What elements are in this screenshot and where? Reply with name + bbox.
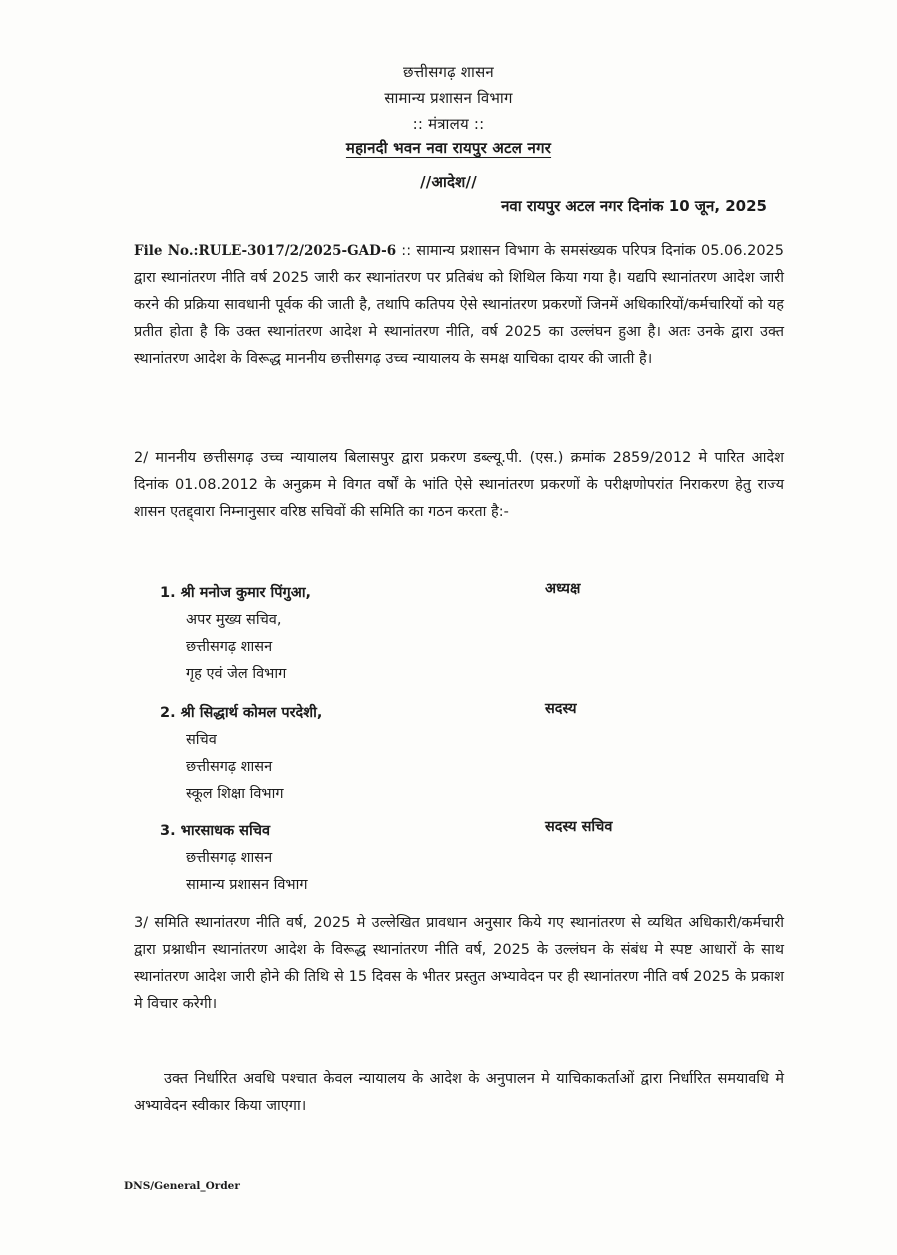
file-number: File No.:RULE-3017/2/2025-GAD-6 xyxy=(134,243,397,259)
paragraph-1-text: :: सामान्य प्रशासन विभाग के समसंख्यक परिपत्र दिनांक 05.06.2025 द्वारा स्थानांतरण नीति वर्ष 2025 जारी कर स्थानांतरण पर प्रतिबंध को शिथिल किया गया है। यद्यपि स्थानांतरण आदेश जारी करने की प्रक्रिया सावधानी पूर्वक की जाती है, तथापि कतिपय ऐसे स्थानांतरण प्रकरणों जिनमें अधिकारियों/कर्मचारियों को यह प्रतीत होता है कि उक्त स्थानांतरण आदेश मे स्थानांतरण नीति, वर्ष 2025 का उल्लंघन हुआ है। अतः उनके द्वारा उक्त स्थानांतरण आदेश के विरूद्ध माननीय छत्तीसगढ़ उच्च न्यायालय के समक्ष याचिका दायर की जाती है। xyxy=(134,243,784,367)
member-1-department: गृह एवं जेल विभाग xyxy=(186,666,287,682)
member-3-government: छत्तीसगढ़ शासन xyxy=(186,850,273,866)
member-2-designation: सचिव xyxy=(186,732,217,748)
order-date: नवा रायपुर अटल नगर दिनांक 10 जून, 2025 xyxy=(501,197,767,215)
member-1-designation: अपर मुख्य सचिव, xyxy=(186,612,282,628)
header-department: सामान्य प्रशासन विभाग xyxy=(384,89,513,107)
member-3-name: 3. भारसाधक सचिव xyxy=(160,823,271,839)
member-1-government: छत्तीसगढ़ शासन xyxy=(186,639,273,655)
header-address: महानदी भवन नवा रायपुर अटल नगर xyxy=(345,139,552,157)
header-state: छत्तीसगढ़ शासन xyxy=(403,63,494,81)
member-2-name: 2. श्री सिद्धार्थ कोमल परदेशी, xyxy=(160,705,323,721)
member-2-government: छत्तीसगढ़ शासन xyxy=(186,759,273,775)
member-3-role: सदस्य सचिव xyxy=(545,819,613,835)
paragraph-4: उक्त निर्धारित अवधि पश्चात केवल न्यायालय के आदेश के अनुपालन मे याचिकाकर्ताओं द्वारा निर्धारित समयावधि मे अभ्यावेदन स्वीकार किया जाएगा। xyxy=(134,1071,784,1114)
member-2-role: सदस्य xyxy=(545,701,577,717)
footer-reference: DNS/General_Order xyxy=(124,1180,240,1192)
paragraph-1 xyxy=(134,238,784,373)
order-title: //आदेश// xyxy=(420,173,477,191)
member-2-department: स्कूल शिक्षा विभाग xyxy=(186,786,284,802)
member-1-name: 1. श्री मनोज कुमार पिंगुआ, xyxy=(160,585,312,601)
member-2 xyxy=(160,700,520,808)
header-ministry: :: मंत्रालय :: xyxy=(412,115,485,133)
paragraph-3: 3/ समिति स्थानांतरण नीति वर्ष, 2025 मे उल्लेखित प्रावधान अनुसार किये गए स्थानांतरण से व्यथित अधिकारी/कर्मचारी द्वारा प्रश्नाधीन स्थानांतरण आदेश के विरूद्ध स्थानांतरण नीति वर्ष, 2025 के उल्लंघन के संबंध मे स्पष्ट आधारों के साथ स्थानांतरण आदेश जारी होने की तिथि से 15 दिवस के भीतर प्रस्तुत अभ्यावेदन पर ही स्थानांतरण नीति वर्ष 2025 के प्रकाश मे विचार करेगी। xyxy=(134,915,784,1012)
member-1-role: अध्यक्ष xyxy=(545,581,581,597)
paragraph-2: 2/ माननीय छत्तीसगढ़ उच्च न्यायालय बिलासपुर द्वारा प्रकरण डब्ल्यू.पी. (एस.) क्रमांक 2859/2012 मे पारित आदेश दिनांक 01.08.2012 के अनुक्रम मे विगत वर्षों के भांति ऐसे स्थानांतरण प्रकरणों के परीक्षणोपरांत निराकरण हेतु राज्य शासन एतद्द्वारा निम्नानुसार वरिष्ठ सचिवों की समिति का गठन करता है:- xyxy=(134,450,784,520)
member-3-department: सामान्य प्रशासन विभाग xyxy=(186,877,308,893)
member-1 xyxy=(160,580,520,688)
member-3 xyxy=(160,818,520,899)
